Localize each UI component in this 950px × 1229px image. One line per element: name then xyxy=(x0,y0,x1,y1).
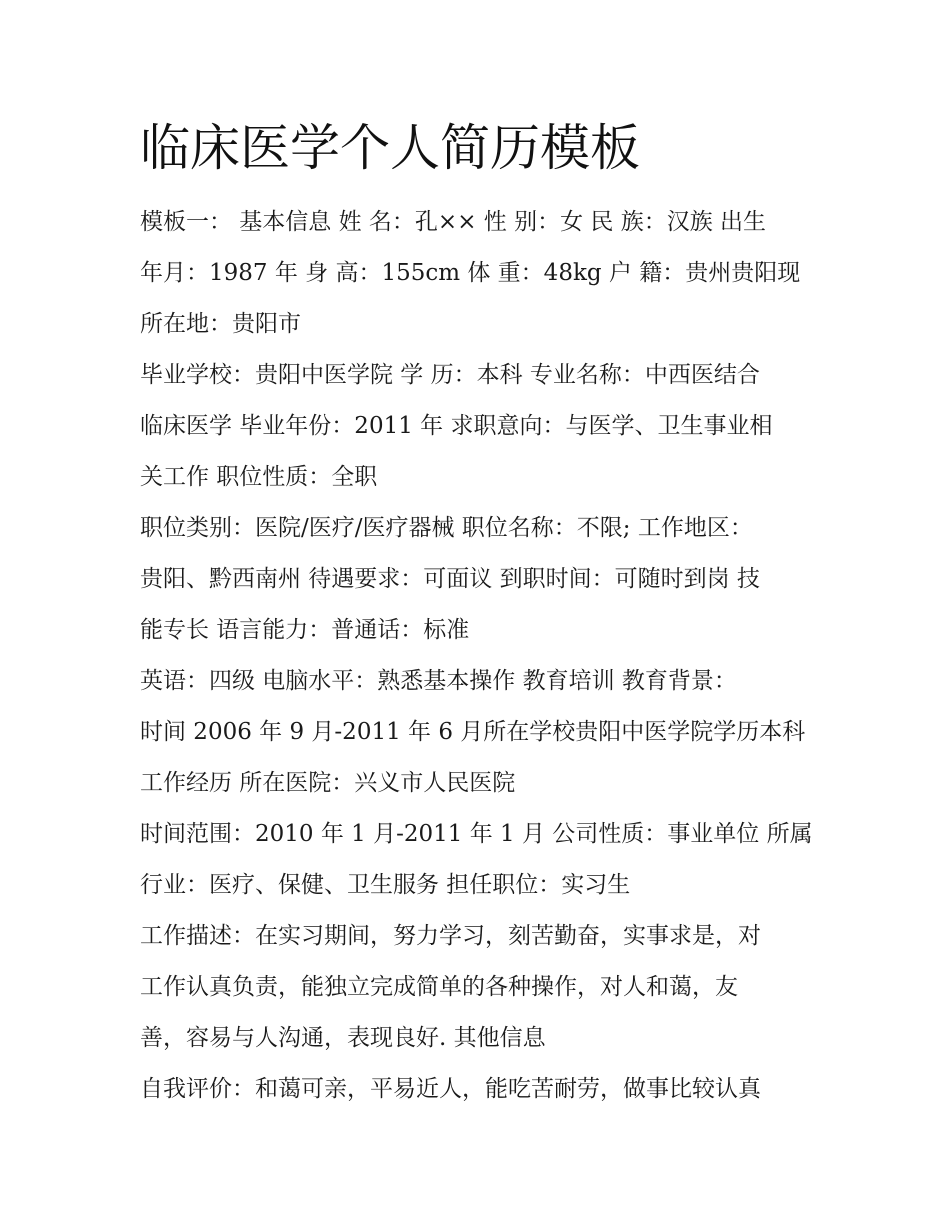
body-line-13: 时间范围：2010 年 1 月-2011 年 1 月 公司性质：事业单位 所属 xyxy=(140,821,813,847)
body-line-1: 模板一： 基本信息 姓 名：孔×× 性 别：女 民 族：汉族 出生 xyxy=(140,209,767,235)
body-line-4: 毕业学校：贵阳中医学院 学 历：本科 专业名称：中西医结合 xyxy=(140,362,760,388)
body-line-6: 关工作 职位性质：全职 xyxy=(140,464,378,490)
body-line-10: 英语：四级 电脑水平：熟悉基本操作 教育培训 教育背景： xyxy=(140,668,737,694)
body-line-12: 工作经历 所在医院：兴义市人民医院 xyxy=(140,770,516,796)
body-line-17: 善，容易与人沟通，表现良好. 其他信息 xyxy=(140,1025,546,1051)
body-line-8: 贵阳、黔西南州 待遇要求：可面议 到职时间：可随时到岗 技 xyxy=(140,566,760,592)
body-line-18: 自我评价：和蔼可亲，平易近人，能吃苦耐劳，做事比较认真 xyxy=(140,1076,761,1102)
body-line-9: 能专长 语言能力：普通话：标准 xyxy=(140,617,470,643)
body-line-15: 工作描述：在实习期间，努力学习，刻苦勤奋，实事求是，对 xyxy=(140,923,761,949)
body-line-7: 职位类别：医院/医疗/医疗器械 职位名称：不限; 工作地区： xyxy=(140,515,753,541)
body-line-11: 时间 2006 年 9 月-2011 年 6 月所在学校贵阳中医学院学历本科 xyxy=(140,719,806,745)
document-title: 临床医学个人简历模板 xyxy=(140,119,640,177)
body-line-5: 临床医学 毕业年份：2011 年 求职意向：与医学、卫生事业相 xyxy=(140,413,773,439)
body-line-2: 年月：1987 年 身 高：155cm 体 重：48kg 户 籍：贵州贵阳现 xyxy=(140,260,801,286)
body-line-14: 行业：医疗、保健、卫生服务 担任职位：实习生 xyxy=(140,872,631,898)
body-line-3: 所在地：贵阳市 xyxy=(140,311,301,337)
body-line-16: 工作认真负责，能独立完成简单的各种操作，对人和蔼，友 xyxy=(140,974,738,1000)
